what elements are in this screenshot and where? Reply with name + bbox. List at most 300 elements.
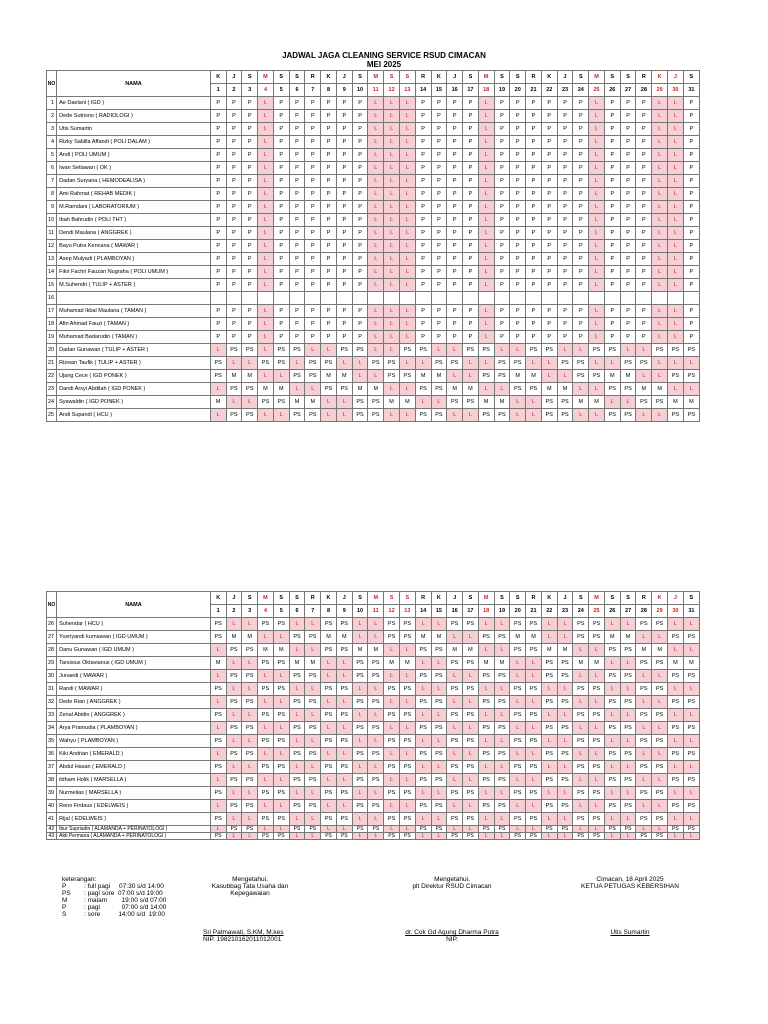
shift-cell: M (273, 644, 289, 657)
header-day: S (604, 71, 620, 84)
shift-cell: M (368, 644, 384, 657)
staff-name: Suhendar ( HCU ) (57, 618, 211, 631)
shift-cell: P (636, 201, 652, 214)
shift-cell: PS (289, 409, 305, 422)
shift-cell: P (683, 214, 699, 227)
shift-cell: P (683, 331, 699, 344)
table-row (47, 370, 700, 383)
shift-cell: L (242, 396, 258, 409)
staff-name: Syawaldin ( IGD PONEK ) (57, 396, 211, 409)
shift-cell: P (463, 240, 479, 253)
shift-cell: L (668, 149, 684, 162)
shift-cell: L (683, 761, 699, 774)
shift-cell: PS (336, 683, 352, 696)
shift-cell: L (258, 123, 274, 136)
shift-cell: P (210, 305, 226, 318)
shift-cell: PS (668, 409, 684, 422)
shift-cell: P (510, 97, 526, 110)
shift-cell: M (447, 644, 463, 657)
shift-cell: PS (258, 787, 274, 800)
shift-cell: L (368, 123, 384, 136)
shift-cell: P (510, 279, 526, 292)
shift-cell: P (620, 149, 636, 162)
shift-cell: M (336, 631, 352, 644)
shift-cell: P (604, 97, 620, 110)
shift-cell: PS (494, 631, 510, 644)
shift-cell: P (683, 305, 699, 318)
shift-cell: P (273, 331, 289, 344)
shift-cell: M (510, 631, 526, 644)
shift-cell: P (415, 175, 431, 188)
shift-cell: PS (258, 709, 274, 722)
shift-cell: PS (321, 644, 337, 657)
shift-cell: PS (431, 383, 447, 396)
row-number: 19 (47, 331, 57, 344)
shift-cell: L (321, 396, 337, 409)
header-day: M (478, 592, 494, 605)
shift-cell: PS (510, 644, 526, 657)
shift-cell: L (336, 774, 352, 787)
shift-cell: P (604, 175, 620, 188)
shift-cell: P (242, 149, 258, 162)
shift-cell: PS (321, 813, 337, 826)
shift-cell: PS (620, 826, 636, 833)
header-date: 5 (273, 605, 289, 618)
shift-cell: PS (289, 826, 305, 833)
shift-cell: PS (636, 657, 652, 670)
shift-cell: L (399, 670, 415, 683)
table-row (47, 813, 700, 826)
shift-cell: P (242, 110, 258, 123)
staff-name: Afin Ahmad Fauzi ( TAMAN ) (57, 318, 211, 331)
shift-cell: M (494, 657, 510, 670)
shift-cell: L (368, 735, 384, 748)
shift-cell: M (431, 370, 447, 383)
shift-cell: L (258, 318, 274, 331)
shift-cell: PS (620, 696, 636, 709)
header-date: 21 (526, 84, 542, 97)
shift-cell: L (526, 657, 542, 670)
table-row (47, 136, 700, 149)
header-day: S (289, 71, 305, 84)
shift-cell: L (478, 97, 494, 110)
header-day: J (447, 71, 463, 84)
row-number: 28 (47, 644, 57, 657)
shift-cell: L (321, 670, 337, 683)
header-day: R (636, 592, 652, 605)
shift-cell: P (352, 227, 368, 240)
legend-code: P (62, 904, 67, 911)
header-date: 10 (352, 84, 368, 97)
shift-cell: PS (273, 833, 289, 840)
shift-cell: M (652, 383, 668, 396)
shift-cell (683, 292, 699, 305)
shift-cell: P (526, 175, 542, 188)
header-date: 19 (494, 84, 510, 97)
shift-cell: P (210, 136, 226, 149)
shift-cell: P (463, 97, 479, 110)
shift-cell: L (510, 722, 526, 735)
shift-cell: P (336, 227, 352, 240)
shift-cell: PS (210, 709, 226, 722)
shift-cell: PS (510, 761, 526, 774)
shift-cell: PS (415, 696, 431, 709)
table-row (47, 110, 700, 123)
shift-cell: PS (494, 722, 510, 735)
shift-cell: P (494, 214, 510, 227)
header-date: 23 (557, 605, 573, 618)
shift-cell: L (589, 748, 605, 761)
staff-name: Rijal ( EDELWEIS ) (57, 813, 211, 826)
shift-cell: P (447, 149, 463, 162)
shift-cell: L (652, 826, 668, 833)
shift-cell: L (305, 344, 321, 357)
shift-cell: PS (321, 683, 337, 696)
header-day: M (258, 592, 274, 605)
shift-cell: PS (273, 683, 289, 696)
header-date: 29 (652, 84, 668, 97)
shift-cell: L (478, 383, 494, 396)
shift-cell: P (336, 188, 352, 201)
shift-cell: M (589, 657, 605, 670)
staff-name: Bayu Putra Kencana ( MAWAR ) (57, 240, 211, 253)
shift-cell: PS (336, 813, 352, 826)
shift-cell: P (573, 227, 589, 240)
header-date: 22 (541, 605, 557, 618)
shift-cell: L (478, 253, 494, 266)
header-date: 29 (652, 605, 668, 618)
shift-cell: P (415, 253, 431, 266)
shift-cell: L (557, 618, 573, 631)
shift-cell: L (368, 709, 384, 722)
shift-cell: M (321, 631, 337, 644)
shift-cell: M (226, 631, 242, 644)
shift-cell: L (668, 833, 684, 840)
shift-cell (258, 292, 274, 305)
shift-cell: P (336, 240, 352, 253)
shift-cell: L (668, 123, 684, 136)
shift-cell (541, 292, 557, 305)
shift-cell: L (384, 149, 400, 162)
shift-cell: PS (541, 722, 557, 735)
shift-cell: L (494, 735, 510, 748)
shift-cell: P (352, 253, 368, 266)
shift-cell: L (273, 800, 289, 813)
table-row (47, 409, 700, 422)
shift-cell: P (415, 214, 431, 227)
shift-cell: L (384, 175, 400, 188)
shift-cell: P (447, 162, 463, 175)
shift-cell: PS (321, 735, 337, 748)
shift-cell: P (226, 162, 242, 175)
shift-cell: PS (336, 787, 352, 800)
staff-name: Arya Pramudia ( PLAMBOYAN ) (57, 722, 211, 735)
header-day: R (415, 71, 431, 84)
shift-cell: PS (226, 409, 242, 422)
shift-cell: L (573, 644, 589, 657)
shift-cell: PS (668, 631, 684, 644)
shift-cell: L (289, 709, 305, 722)
shift-cell: L (589, 97, 605, 110)
shift-cell: P (210, 123, 226, 136)
shift-cell: P (289, 201, 305, 214)
shift-cell: P (463, 227, 479, 240)
shift-cell: PS (652, 761, 668, 774)
shift-cell: P (273, 201, 289, 214)
shift-cell: L (589, 279, 605, 292)
shift-cell: L (384, 266, 400, 279)
shift-cell: L (431, 344, 447, 357)
shift-cell: L (289, 735, 305, 748)
shift-cell: L (652, 696, 668, 709)
shift-cell: L (478, 188, 494, 201)
shift-cell: PS (321, 357, 337, 370)
shift-cell: L (573, 670, 589, 683)
shift-cell: L (652, 136, 668, 149)
shift-cell: L (258, 631, 274, 644)
shift-cell: PS (368, 722, 384, 735)
shift-cell: L (526, 409, 542, 422)
shift-cell: PS (636, 683, 652, 696)
shift-cell: PS (557, 409, 573, 422)
shift-cell: M (447, 383, 463, 396)
shift-cell: PS (415, 409, 431, 422)
table-row (47, 149, 700, 162)
header-date: 25 (589, 84, 605, 97)
shift-cell (447, 292, 463, 305)
shift-cell: L (604, 813, 620, 826)
shift-cell: L (384, 227, 400, 240)
legend-item (62, 890, 166, 897)
header-date: 6 (289, 605, 305, 618)
staff-name: Tarsisius Oktavianus ( IGD UMUM ) (57, 657, 211, 670)
shift-cell: P (526, 110, 542, 123)
shift-cell: P (636, 253, 652, 266)
header-date: 20 (510, 84, 526, 97)
shift-cell: PS (463, 344, 479, 357)
shift-cell: PS (273, 618, 289, 631)
shift-cell: P (447, 110, 463, 123)
shift-cell: L (305, 383, 321, 396)
header-date: 7 (305, 84, 321, 97)
shift-cell: PS (589, 631, 605, 644)
shift-cell: P (494, 123, 510, 136)
shift-cell: PS (321, 618, 337, 631)
staff-name: ildham Holik ( MARSELLA ) (57, 774, 211, 787)
shift-cell: L (478, 331, 494, 344)
shift-cell: L (463, 722, 479, 735)
header-day: K (431, 71, 447, 84)
shift-cell: P (557, 266, 573, 279)
shift-cell: L (683, 618, 699, 631)
shift-cell: P (305, 214, 321, 227)
shift-cell: P (242, 175, 258, 188)
shift-cell: PS (589, 370, 605, 383)
shift-cell: PS (352, 800, 368, 813)
shift-cell: P (636, 266, 652, 279)
row-number: 2 (47, 110, 57, 123)
shift-cell: PS (604, 409, 620, 422)
shift-cell: P (305, 162, 321, 175)
shift-cell: P (604, 266, 620, 279)
shift-cell: L (557, 813, 573, 826)
shift-cell: PS (557, 800, 573, 813)
shift-cell: L (478, 227, 494, 240)
shift-cell: P (352, 136, 368, 149)
shift-cell: P (226, 123, 242, 136)
shift-cell: PS (510, 735, 526, 748)
shift-cell: PS (368, 800, 384, 813)
signature-block-direktur (392, 876, 512, 890)
shift-cell: PS (652, 344, 668, 357)
shift-cell: L (589, 800, 605, 813)
shift-cell: P (352, 201, 368, 214)
shift-cell: L (652, 266, 668, 279)
shift-cell: L (368, 618, 384, 631)
shift-cell: P (321, 175, 337, 188)
shift-cell: L (226, 357, 242, 370)
sig-name: dr. Cok Gd Agung Dharma Putra (405, 929, 499, 936)
shift-cell: L (668, 735, 684, 748)
shift-cell: PS (305, 748, 321, 761)
shift-cell: L (478, 240, 494, 253)
shift-cell: PS (368, 774, 384, 787)
shift-cell: PS (368, 409, 384, 422)
shift-cell: P (226, 240, 242, 253)
shift-cell: P (415, 318, 431, 331)
shift-cell: P (447, 97, 463, 110)
shift-cell: P (321, 97, 337, 110)
shift-cell: P (226, 175, 242, 188)
header-day: J (336, 71, 352, 84)
page-title: JADWAL JAGA CLEANING SERVICE RSUD CIMACAN (282, 51, 486, 60)
shift-cell: L (258, 227, 274, 240)
shift-cell: P (210, 266, 226, 279)
shift-cell: P (557, 136, 573, 149)
shift-cell: P (321, 331, 337, 344)
shift-cell: P (541, 279, 557, 292)
header-day: S (399, 592, 415, 605)
shift-cell: P (526, 162, 542, 175)
shift-cell: L (210, 383, 226, 396)
shift-cell: P (352, 175, 368, 188)
shift-cell: L (494, 833, 510, 840)
shift-cell: P (541, 136, 557, 149)
shift-cell: P (557, 227, 573, 240)
shift-cell: P (510, 123, 526, 136)
shift-cell: PS (683, 800, 699, 813)
shift-cell: PS (589, 735, 605, 748)
shift-cell: PS (336, 644, 352, 657)
shift-cell: PS (589, 683, 605, 696)
shift-cell: L (226, 761, 242, 774)
header-date: 13 (399, 605, 415, 618)
header-date: 31 (683, 605, 699, 618)
shift-cell: PS (242, 344, 258, 357)
shift-cell: PS (336, 761, 352, 774)
shift-cell: P (289, 136, 305, 149)
schedule-table-2 (46, 591, 700, 840)
shift-cell: P (447, 318, 463, 331)
shift-cell: P (636, 227, 652, 240)
table-row (47, 357, 700, 370)
shift-cell: P (526, 214, 542, 227)
shift-cell: PS (258, 735, 274, 748)
shift-cell (352, 292, 368, 305)
shift-cell: PS (494, 370, 510, 383)
shift-cell: P (620, 266, 636, 279)
shift-cell: P (415, 227, 431, 240)
shift-cell: L (226, 735, 242, 748)
shift-cell: M (636, 383, 652, 396)
header-date: 10 (352, 605, 368, 618)
shift-cell: PS (652, 787, 668, 800)
shift-cell: P (463, 201, 479, 214)
shift-cell: L (636, 670, 652, 683)
shift-cell: L (258, 826, 274, 833)
shift-cell: L (463, 774, 479, 787)
shift-cell: L (447, 826, 463, 833)
shift-cell: P (431, 123, 447, 136)
shift-cell: PS (604, 383, 620, 396)
shift-cell: P (463, 266, 479, 279)
shift-cell: L (541, 709, 557, 722)
shift-cell: L (242, 657, 258, 670)
shift-cell: L (652, 631, 668, 644)
shift-cell: P (352, 305, 368, 318)
shift-cell: PS (541, 396, 557, 409)
shift-cell: PS (336, 344, 352, 357)
shift-cell: L (589, 253, 605, 266)
shift-cell: P (289, 97, 305, 110)
shift-cell: L (258, 136, 274, 149)
shift-cell: L (668, 201, 684, 214)
table-row (47, 214, 700, 227)
shift-cell: L (242, 787, 258, 800)
shift-cell: PS (447, 657, 463, 670)
shift-cell: PS (415, 774, 431, 787)
shift-cell: PS (636, 787, 652, 800)
shift-cell: L (352, 787, 368, 800)
shift-cell: PS (384, 833, 400, 840)
shift-cell: P (447, 331, 463, 344)
shift-cell: P (510, 149, 526, 162)
shift-cell: PS (431, 409, 447, 422)
shift-cell: L (415, 657, 431, 670)
shift-cell: PS (652, 618, 668, 631)
shift-cell: PS (526, 344, 542, 357)
shift-cell: P (305, 331, 321, 344)
sig-nip: NIP. 198210162011012001 (203, 936, 282, 943)
shift-cell: PS (336, 618, 352, 631)
shift-cell: L (368, 240, 384, 253)
shift-cell: P (321, 162, 337, 175)
shift-cell: M (321, 370, 337, 383)
shift-cell: L (636, 409, 652, 422)
shift-cell: PS (683, 670, 699, 683)
shift-cell: P (210, 149, 226, 162)
shift-cell: L (368, 110, 384, 123)
shift-cell: P (431, 214, 447, 227)
header-date: 9 (336, 605, 352, 618)
row-number: 13 (47, 253, 57, 266)
shift-cell: L (368, 188, 384, 201)
shift-cell: PS (352, 344, 368, 357)
shift-cell: PS (510, 618, 526, 631)
shift-cell: PS (620, 800, 636, 813)
shift-cell: P (510, 175, 526, 188)
shift-cell: L (258, 722, 274, 735)
